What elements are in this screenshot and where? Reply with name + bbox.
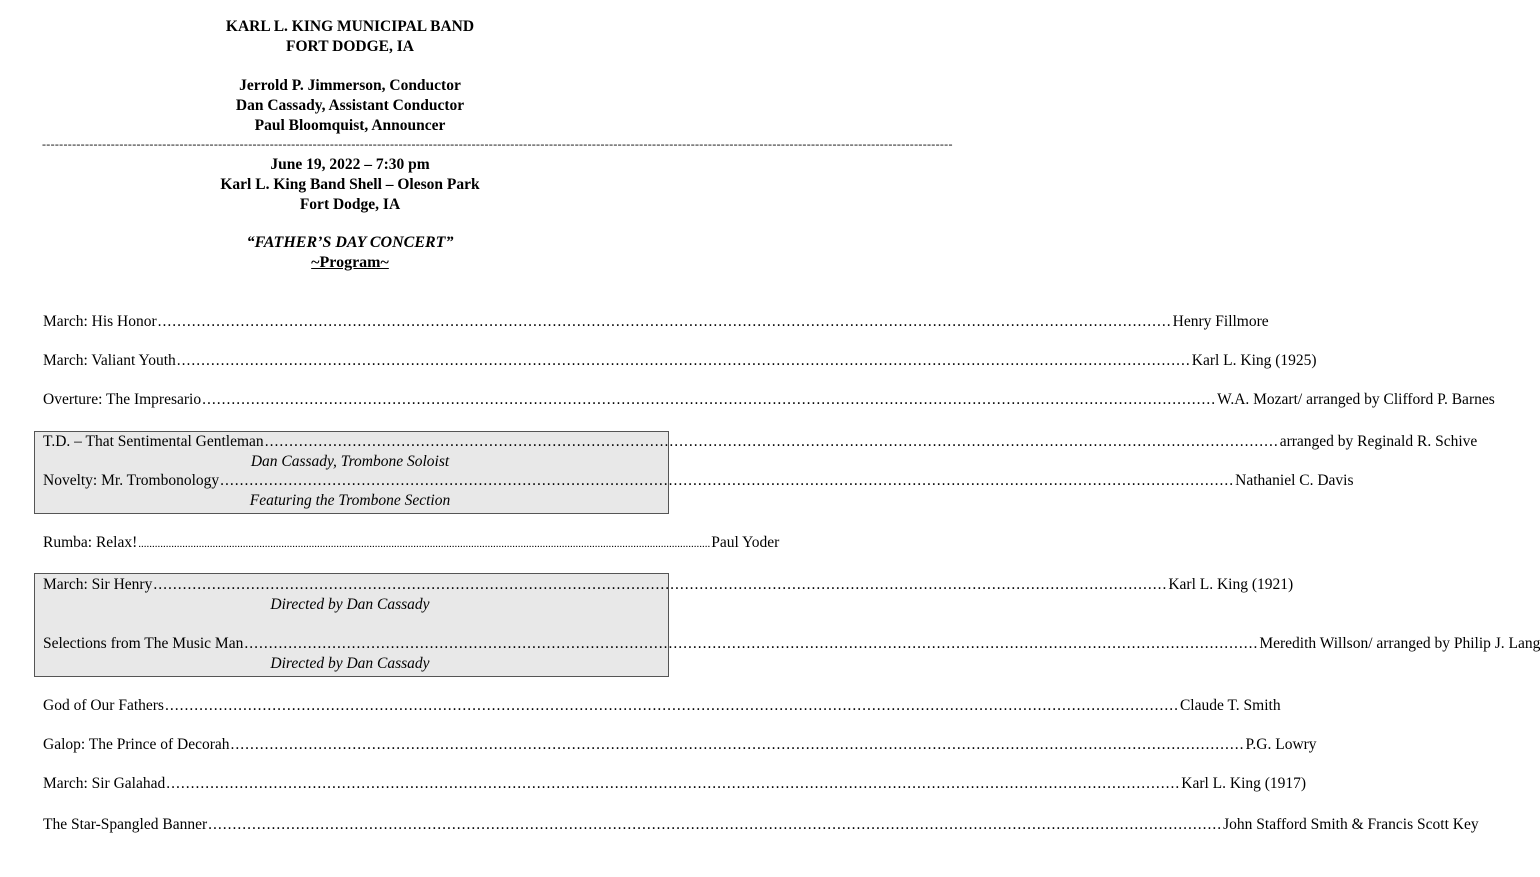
- program-item: [43, 312, 1269, 332]
- leader-dots: [208, 815, 1222, 835]
- program-label: ~Program~: [311, 254, 389, 271]
- program-item: [43, 634, 1540, 654]
- composer: W.A. Mozart/ arranged by Clifford P. Barnes: [1217, 391, 1495, 408]
- composer: Karl L. King (1921): [1168, 576, 1294, 593]
- leader-dots: [265, 432, 1279, 452]
- performer-note: Dan Cassady, Trombone Soloist: [250, 453, 450, 470]
- piece-title: Selections from The Music Man: [43, 635, 244, 652]
- piece-title: Overture: The Impresario: [43, 391, 202, 408]
- program-item: [43, 815, 1479, 835]
- leader-dots: [220, 471, 1234, 491]
- announcer-line: Paul Bloomquist, Announcer: [254, 117, 446, 134]
- leader-dots: [202, 390, 1216, 410]
- composer: Nathaniel C. Davis: [1235, 472, 1354, 489]
- composer: Karl L. King (1925): [1191, 352, 1317, 369]
- program-item: [43, 774, 1307, 794]
- leader-dots: [177, 351, 1191, 371]
- piece-title: March: Sir Galahad: [43, 775, 166, 792]
- piece-title: T.D. – That Sentimental Gentleman: [43, 433, 264, 450]
- composer: P.G. Lowry: [1245, 736, 1317, 753]
- event-venue: Karl L. King Band Shell – Oleson Park: [220, 176, 480, 193]
- program-item: [43, 432, 1478, 452]
- piece-title: Rumba: Relax!: [43, 534, 138, 551]
- band-name: KARL L. KING MUNICIPAL BAND: [225, 18, 475, 35]
- piece-title: Novelty: Mr. Trombonology: [43, 472, 220, 489]
- assistant-conductor-line: Dan Cassady, Assistant Conductor: [235, 97, 465, 114]
- band-city: FORT DODGE, IA: [286, 38, 414, 55]
- piece-title: The Star-Spangled Banner: [43, 816, 208, 833]
- program-label-wrap: [0, 253, 700, 273]
- piece-title: March: Valiant Youth: [43, 352, 176, 369]
- composer: Paul Yoder: [711, 534, 780, 551]
- leader-dots: [231, 735, 1245, 755]
- leader-dots: [153, 575, 1167, 595]
- composer: Karl L. King (1917): [1181, 775, 1307, 792]
- program-item: [43, 696, 1281, 716]
- director-note: Directed by Dan Cassady: [270, 655, 430, 672]
- leader-dots: [158, 312, 1172, 332]
- leader-dots: [166, 774, 1180, 794]
- piece-title: Galop: The Prince of Decorah: [43, 736, 230, 753]
- composer: arranged by Reginald R. Schive: [1279, 433, 1478, 450]
- piece-title: God of Our Fathers: [43, 697, 164, 714]
- piece-title: March: His Honor: [43, 313, 157, 330]
- event-city: Fort Dodge, IA: [299, 196, 401, 213]
- program-item: [43, 735, 1317, 755]
- program-item: [43, 390, 1495, 410]
- director-note: Directed by Dan Cassady: [270, 596, 430, 613]
- performer-note: Featuring the Trombone Section: [249, 492, 451, 509]
- piece-title: March: Sir Henry: [43, 576, 153, 593]
- program-item: [43, 471, 1354, 491]
- program-item: [43, 351, 1317, 371]
- leader-dots: [244, 634, 1258, 654]
- composer: Meredith Willson/ arranged by Philip J. Lang: [1259, 635, 1540, 652]
- leader-dots: [165, 696, 1179, 716]
- program-item: [43, 575, 1294, 595]
- program-item: [43, 533, 780, 553]
- conductor-line: Jerrold P. Jimmerson, Conductor: [239, 77, 461, 94]
- leader-dots: [138, 534, 710, 554]
- composer: John Stafford Smith & Francis Scott Key: [1223, 816, 1479, 833]
- event-date: June 19, 2022 – 7:30 pm: [270, 156, 430, 173]
- concert-title: “FATHER’S DAY CONCERT”: [246, 234, 454, 251]
- divider: --------------------------------------------------------------------------------------------------------------------------------------------------------------------------------------------------------------------: [42, 137, 953, 151]
- composer: Henry Fillmore: [1172, 313, 1269, 330]
- composer: Claude T. Smith: [1179, 697, 1281, 714]
